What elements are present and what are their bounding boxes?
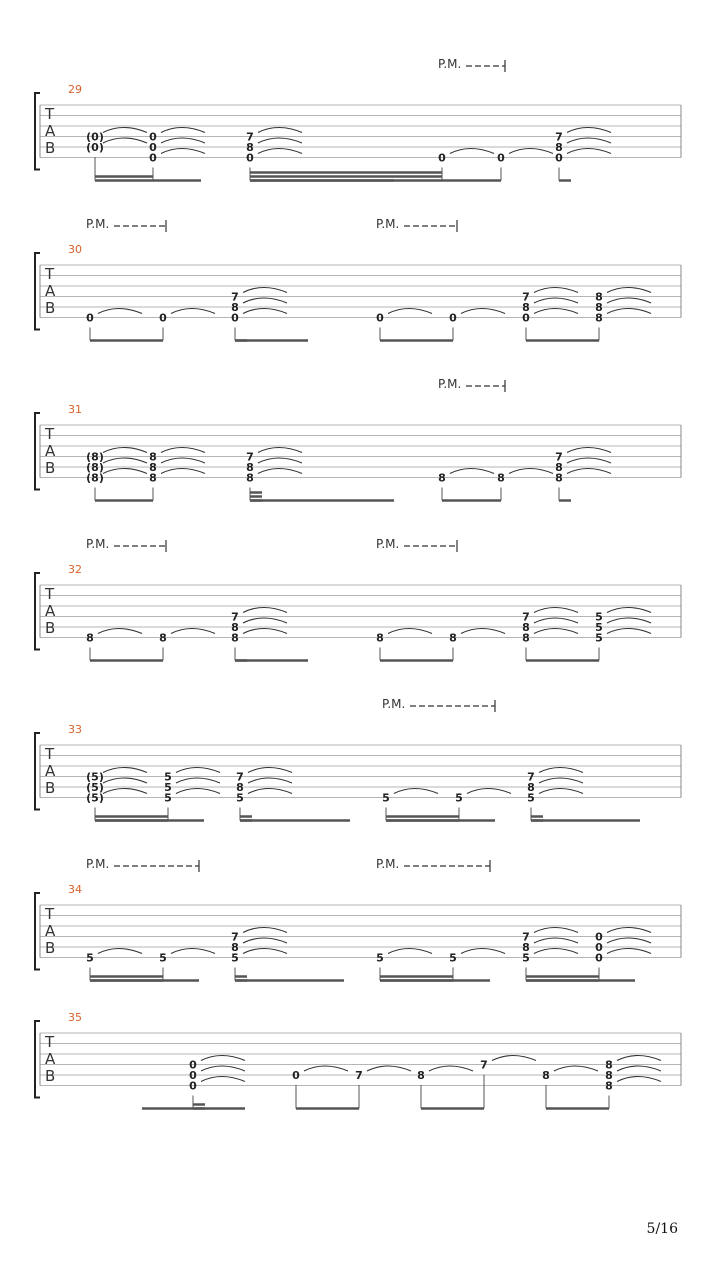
tie-arc: [161, 138, 205, 143]
tie-arc: [258, 138, 302, 143]
tie-arc: [429, 1066, 473, 1071]
tie-arc: [461, 949, 505, 954]
tie-arc: [161, 448, 205, 453]
fret-number: 0: [189, 1079, 197, 1093]
tie-arc: [248, 789, 292, 794]
fret-number: 8: [86, 631, 94, 645]
tie-arc: [607, 298, 651, 303]
fret-number: 8: [527, 781, 535, 794]
fret-number: 0: [292, 1069, 300, 1082]
tie-arc: [607, 629, 651, 634]
fret-number: 0: [159, 311, 167, 325]
tie-arc: [534, 298, 578, 303]
tab-clef-letter: T: [45, 745, 55, 763]
measure-number: 29: [68, 83, 82, 96]
fret-number: (8): [86, 471, 104, 485]
fret-number: 8: [605, 1058, 613, 1072]
tab-clef-letter: A: [45, 1050, 56, 1068]
measure-number: 30: [68, 243, 82, 256]
fret-number: 0: [555, 151, 563, 165]
fret-number: 7: [522, 610, 530, 624]
fret-number: 5: [455, 791, 463, 805]
fret-number: 5: [164, 791, 172, 805]
tie-arc: [509, 469, 553, 474]
tie-arc: [176, 778, 220, 783]
tab-clef-letter: A: [45, 602, 56, 620]
fret-number: 7: [246, 450, 254, 464]
fret-number: 7: [555, 130, 563, 144]
fret-number: 5: [522, 951, 530, 965]
tie-arc: [201, 1066, 245, 1071]
tie-arc: [388, 949, 432, 954]
tie-arc: [103, 789, 147, 794]
tie-arc: [534, 608, 578, 613]
tie-arc: [567, 469, 611, 474]
fret-number: (5): [86, 781, 104, 794]
tie-arc: [103, 128, 147, 133]
tie-arc: [103, 768, 147, 773]
tab-system: [35, 403, 681, 501]
tie-arc: [492, 1056, 536, 1061]
tie-arc: [161, 458, 205, 463]
system-bracket: [35, 573, 40, 650]
tie-arc: [161, 128, 205, 133]
tie-arc: [617, 1077, 661, 1082]
palm-mute-label: P.M.: [438, 377, 462, 391]
fret-number: 8: [236, 781, 244, 794]
fret-number: 0: [86, 311, 94, 325]
palm-mute-label: P.M.: [376, 857, 400, 871]
fret-number: 0: [497, 151, 505, 165]
system-bracket: [35, 1021, 40, 1098]
palm-mute-label: P.M.: [376, 217, 400, 231]
tie-arc: [607, 938, 651, 943]
tab-system: [35, 563, 681, 661]
tie-arc: [461, 309, 505, 314]
tie-arc: [554, 1066, 598, 1071]
tab-system: [35, 243, 681, 341]
tie-arc: [171, 629, 215, 634]
tie-arc: [176, 768, 220, 773]
measure-number: 35: [68, 1011, 82, 1024]
tab-clef-letter: A: [45, 122, 56, 140]
tab-clef-letter: B: [45, 459, 56, 477]
fret-number: 8: [376, 631, 384, 645]
fret-number: 8: [555, 141, 563, 154]
tie-arc: [539, 778, 583, 783]
fret-number: 0: [246, 151, 254, 165]
tie-arc: [534, 309, 578, 314]
tie-arc: [567, 149, 611, 154]
tab-system: [35, 883, 681, 981]
fret-number: 8: [522, 941, 530, 954]
system-bracket: [35, 413, 40, 490]
tie-arc: [171, 949, 215, 954]
measure-number: 32: [68, 563, 82, 576]
tie-arc: [567, 138, 611, 143]
fret-number: 7: [522, 930, 530, 944]
tie-arc: [98, 949, 142, 954]
tie-arc: [607, 608, 651, 613]
fret-number: (5): [86, 791, 104, 805]
fret-number: 8: [522, 631, 530, 645]
palm-mute-label: P.M.: [86, 217, 110, 231]
tab-clef-letter: A: [45, 442, 56, 460]
fret-number: 8: [246, 461, 254, 474]
tab-clef-letter: T: [45, 585, 55, 603]
fret-number: 8: [522, 621, 530, 634]
tab-clef-letter: B: [45, 779, 56, 797]
fret-number: 5: [382, 791, 390, 805]
fret-number: 0: [449, 311, 457, 325]
fret-number: (0): [86, 141, 104, 154]
tie-arc: [450, 469, 494, 474]
tab-clef-letter: A: [45, 922, 56, 940]
fret-number: 8: [522, 301, 530, 314]
fret-number: 8: [149, 450, 157, 464]
tie-arc: [103, 778, 147, 783]
tie-arc: [243, 288, 287, 293]
fret-number: 5: [236, 791, 244, 805]
fret-number: (8): [86, 450, 104, 464]
fret-number: 0: [438, 151, 446, 165]
tie-arc: [534, 949, 578, 954]
fret-number: 8: [595, 301, 603, 314]
tie-arc: [388, 629, 432, 634]
tie-arc: [201, 1056, 245, 1061]
fret-number: 0: [149, 151, 157, 165]
measure-number: 34: [68, 883, 82, 896]
fret-number: 0: [149, 130, 157, 144]
tie-arc: [201, 1077, 245, 1082]
fret-number: 5: [527, 791, 535, 805]
fret-number: 5: [595, 631, 603, 645]
tie-arc: [534, 928, 578, 933]
tab-clef-letter: B: [45, 139, 56, 157]
fret-number: 8: [159, 631, 167, 645]
fret-number: 8: [605, 1069, 613, 1082]
fret-number: 8: [231, 621, 239, 634]
tie-arc: [103, 458, 147, 463]
fret-number: 8: [438, 471, 446, 485]
tie-arc: [258, 128, 302, 133]
fret-number: 7: [231, 290, 239, 304]
tie-arc: [243, 298, 287, 303]
tie-arc: [607, 928, 651, 933]
tab-clef-letter: A: [45, 282, 56, 300]
fret-number: 7: [355, 1069, 363, 1082]
fret-number: 5: [595, 621, 603, 634]
tie-arc: [450, 149, 494, 154]
fret-number: 8: [595, 311, 603, 325]
tie-arc: [607, 949, 651, 954]
fret-number: 7: [236, 770, 244, 784]
tab-clef-letter: T: [45, 1033, 55, 1051]
tie-arc: [243, 928, 287, 933]
tie-arc: [534, 288, 578, 293]
fret-number: 5: [595, 610, 603, 624]
fret-number: 8: [449, 631, 457, 645]
tie-arc: [171, 309, 215, 314]
fret-number: 8: [149, 471, 157, 485]
system-bracket: [35, 93, 40, 170]
fret-number: 8: [497, 471, 505, 485]
tab-system: [35, 1011, 681, 1109]
fret-number: 0: [189, 1069, 197, 1082]
tie-arc: [161, 149, 205, 154]
fret-number: 8: [246, 141, 254, 154]
fret-number: 7: [231, 930, 239, 944]
tie-arc: [534, 938, 578, 943]
tab-system: [35, 723, 681, 821]
tie-arc: [567, 458, 611, 463]
fret-number: 5: [164, 781, 172, 794]
fret-number: 7: [527, 770, 535, 784]
tie-arc: [243, 949, 287, 954]
tie-arc: [509, 149, 553, 154]
fret-number: 0: [522, 311, 530, 325]
fret-number: 7: [480, 1058, 488, 1072]
tie-arc: [617, 1056, 661, 1061]
palm-mute-label: P.M.: [382, 697, 406, 711]
tie-arc: [617, 1066, 661, 1071]
tie-arc: [243, 618, 287, 623]
tab-clef-letter: T: [45, 905, 55, 923]
fret-number: 8: [542, 1069, 550, 1082]
fret-number: 8: [417, 1069, 425, 1082]
measure-number: 33: [68, 723, 82, 736]
tie-arc: [103, 469, 147, 474]
fret-number: 8: [605, 1079, 613, 1093]
tie-arc: [567, 128, 611, 133]
fret-number: 5: [376, 951, 384, 965]
fret-number: 8: [149, 461, 157, 474]
fret-number: 8: [555, 471, 563, 485]
fret-number: 0: [231, 311, 239, 325]
fret-number: 7: [231, 610, 239, 624]
tie-arc: [243, 309, 287, 314]
tie-arc: [258, 458, 302, 463]
fret-number: 7: [555, 450, 563, 464]
tie-arc: [248, 778, 292, 783]
tie-arc: [607, 288, 651, 293]
fret-number: 0: [149, 141, 157, 154]
tie-arc: [607, 618, 651, 623]
tie-arc: [161, 469, 205, 474]
tie-arc: [367, 1066, 411, 1071]
tie-arc: [539, 789, 583, 794]
fret-number: 0: [189, 1058, 197, 1072]
tie-arc: [103, 448, 147, 453]
fret-number: 0: [595, 930, 603, 944]
tab-clef-letter: B: [45, 1067, 56, 1085]
tie-arc: [394, 789, 438, 794]
fret-number: 8: [231, 301, 239, 314]
fret-number: 0: [595, 941, 603, 954]
system-bracket: [35, 733, 40, 810]
tie-arc: [567, 448, 611, 453]
tie-arc: [248, 768, 292, 773]
tab-clef-letter: A: [45, 762, 56, 780]
fret-number: 8: [246, 471, 254, 485]
system-bracket: [35, 893, 40, 970]
tie-arc: [539, 768, 583, 773]
tie-arc: [176, 789, 220, 794]
tab-clef-letter: B: [45, 299, 56, 317]
fret-number: 8: [231, 941, 239, 954]
tie-arc: [243, 608, 287, 613]
tie-arc: [243, 629, 287, 634]
fret-number: 5: [86, 951, 94, 965]
tie-arc: [534, 629, 578, 634]
tie-arc: [258, 448, 302, 453]
tab-clef-letter: T: [45, 425, 55, 443]
fret-number: 5: [449, 951, 457, 965]
fret-number: 5: [159, 951, 167, 965]
tie-arc: [461, 629, 505, 634]
tie-arc: [243, 938, 287, 943]
tab-clef-letter: T: [45, 105, 55, 123]
palm-mute-label: P.M.: [438, 57, 462, 71]
fret-number: (8): [86, 461, 104, 474]
measure-number: 31: [68, 403, 82, 416]
tie-arc: [607, 309, 651, 314]
tie-arc: [388, 309, 432, 314]
tie-arc: [304, 1066, 348, 1071]
tab-clef-letter: T: [45, 265, 55, 283]
tab-system: [35, 83, 681, 181]
tie-arc: [467, 789, 511, 794]
tie-arc: [98, 309, 142, 314]
tie-arc: [258, 149, 302, 154]
palm-mute-label: P.M.: [86, 857, 110, 871]
fret-number: 7: [246, 130, 254, 144]
tie-arc: [258, 469, 302, 474]
system-bracket: [35, 253, 40, 330]
fret-number: (5): [86, 770, 104, 784]
fret-number: 0: [595, 951, 603, 965]
tie-arc: [534, 618, 578, 623]
fret-number: 5: [164, 770, 172, 784]
fret-number: 8: [595, 290, 603, 304]
tie-arc: [98, 629, 142, 634]
fret-number: 8: [231, 631, 239, 645]
tie-arc: [103, 138, 147, 143]
fret-number: 0: [376, 311, 384, 325]
palm-mute-label: P.M.: [376, 537, 400, 551]
fret-number: 7: [522, 290, 530, 304]
tab-clef-letter: B: [45, 619, 56, 637]
page-number: 5/16: [646, 1221, 678, 1237]
fret-number: (0): [86, 130, 104, 144]
palm-mute-label: P.M.: [86, 537, 110, 551]
fret-number: 8: [555, 461, 563, 474]
fret-number: 5: [231, 951, 239, 965]
tab-clef-letter: B: [45, 939, 56, 957]
